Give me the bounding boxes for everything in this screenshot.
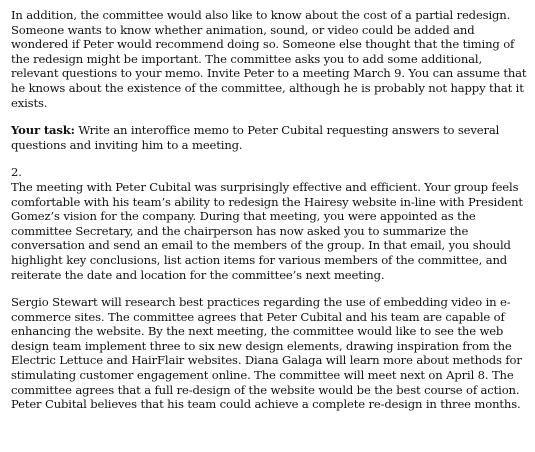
task-text: Write an interoffice memo to Peter Cubital requesting answers to several questions and inviting him to a meeting. xyxy=(11,123,500,152)
task-label: Your task: xyxy=(11,123,75,138)
meeting-paragraph: The meeting with Peter Cubital was surprisingly effective and efficient. Your group feels comfortable with his team’s ability to redesign the Hairesy website in-line with President Gomez’s vision for the company. During that meeting, you were appointed as the committee Secretary, and the chairperson has now asked you to summarize the conversation and send an email to the members of the group. In that email, you should highlight key conclusions, list action items for various members of the committee, and reiterate the date and location for the committee’s next meeting. xyxy=(11,179,523,282)
task-paragraph xyxy=(11,123,527,152)
section-number: 2. xyxy=(11,165,22,180)
notes-paragraph: Sergio Stewart will research best practices regarding the use of embedding video in e-commerce sites. The committee agrees that Peter Cubital and his team are capable of enhancing the website. By the next meeting, the committee would like to see the web design team implement three to six new design elements, drawing inspiration from the Electric Lettuce and HairFlair websites. Diana Galaga will learn more about methods for stimulating customer engagement online. The committee will meet next on April 8. The committee agrees that a full re-design of the website would be the best course of action. Peter Cubital believes that his team could achieve a complete re-design in three months. xyxy=(11,295,522,412)
intro-paragraph: In addition, the committee would also like to know about the cost of a partial redesign. Someone wants to know whether animation, sound, or video could be added and wondered if Peter would recommend doing so. Someone else thought that the timing of the redesign might be important. The committee asks you to add some additional, relevant questions to your memo. Invite Peter to a meeting March 9. You can assume that he knows about the existence of the committee, although he is probably not happy that it exists. xyxy=(11,8,527,110)
document-page xyxy=(11,8,527,425)
